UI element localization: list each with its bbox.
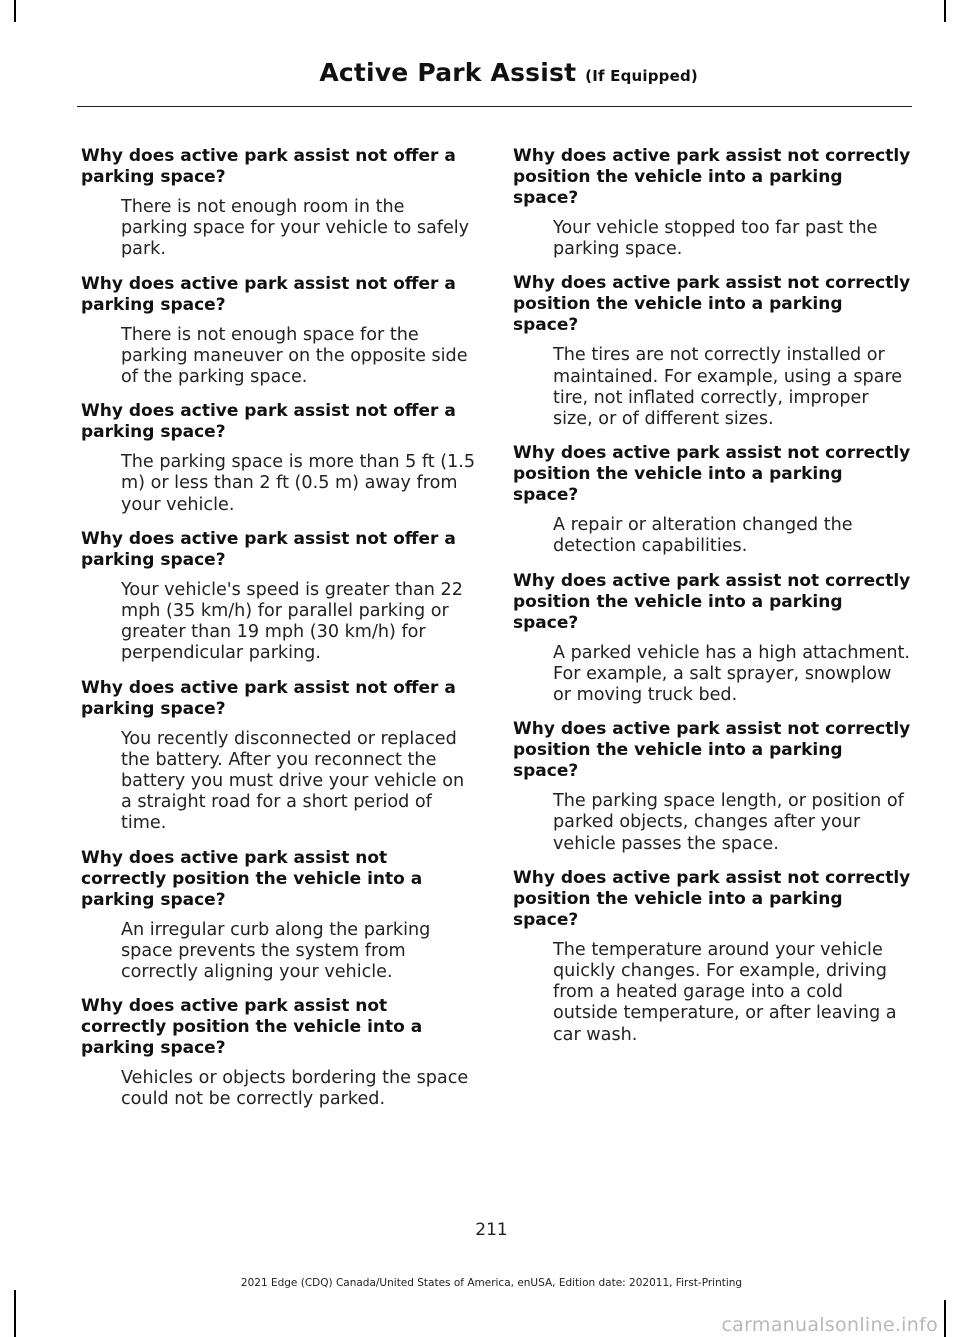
qa-item — [513, 571, 913, 707]
qa-item — [81, 401, 476, 516]
question: Why does active park assist not correctly position the vehicle into a parking space? — [513, 273, 911, 336]
answer: Your vehicle stopped too far past the parking space. — [553, 218, 878, 260]
crop-mark-top-left — [14, 0, 16, 22]
question: Why does active park assist not correctly position the vehicle into a parking space? — [513, 719, 911, 782]
page-number: 211 — [475, 1220, 508, 1240]
qa-item — [81, 996, 476, 1110]
crop-mark-bottom-left — [14, 1290, 16, 1337]
header-rule — [77, 106, 912, 107]
answer: There is not enough room in the parking space for your vehicle to safely park. — [121, 197, 470, 260]
qa-item — [513, 443, 913, 557]
answer: An irregular curb along the parking space prevents the system from correctly aligning your vehicle. — [121, 919, 431, 983]
answer: A parked vehicle has a high attachment. For example, a salt sprayer, snowplow or moving truck bed. — [553, 642, 911, 706]
left-column — [81, 146, 476, 1124]
answer: Your vehicle's speed is greater than 22 mph (35 km/h) for parallel parking or greater than 19 mph (30 km/h) for perpendicular parking. — [121, 579, 463, 664]
qa-item — [513, 273, 913, 430]
qa-item — [81, 678, 476, 835]
answer: The parking space is more than 5 ft (1.5 m) or less than 2 ft (0.5 m) away from your vehicle. — [121, 452, 476, 515]
page-header — [319, 58, 698, 87]
qa-item — [513, 719, 913, 855]
qa-item — [513, 868, 913, 1046]
qa-item — [81, 274, 476, 389]
crop-mark-top-right — [944, 0, 946, 22]
crop-mark-bottom-right — [944, 1300, 946, 1337]
question: Why does active park assist not correctly position the vehicle into a parking space? — [81, 847, 423, 910]
answer: Vehicles or objects bordering the space could not be correctly parked. — [121, 1068, 469, 1110]
answer: You recently disconnected or replaced the battery. After you reconnect the battery you must drive your vehicle on a straight road for a short period of time. — [121, 728, 465, 834]
qa-item — [81, 529, 476, 665]
question: Why does active park assist not correctly position the vehicle into a parking space? — [513, 146, 911, 208]
qa-item — [513, 146, 913, 260]
question: Why does active park assist not offer a parking space? — [81, 146, 456, 187]
answer: A repair or alteration changed the detection capabilities. — [553, 515, 853, 557]
question: Why does active park assist not correctly position the vehicle into a parking space? — [81, 996, 423, 1059]
question: Why does active park assist not offer a parking space? — [81, 273, 456, 315]
right-column — [513, 146, 913, 1059]
qa-item — [81, 146, 476, 261]
question: Why does active park assist not correctly position the vehicle into a parking space? — [513, 443, 911, 506]
answer: There is not enough space for the parking maneuver on the opposite side of the parking space. — [121, 324, 468, 388]
watermark[interactable]: carmanualsonline.info — [721, 1314, 938, 1336]
answer: The temperature around your vehicle quickly changes. For example, driving from a heated garage into a cold outside temperature, or after leaving a car wash. — [553, 939, 897, 1045]
question: Why does active park assist not offer a parking space? — [81, 528, 456, 570]
edition-footer: 2021 Edge (CDQ) Canada/United States of America, enUSA, Edition date: 202011, First-Printing — [240, 1277, 743, 1289]
qa-item — [81, 848, 476, 984]
answer: The parking space length, or position of parked objects, changes after your vehicle passes the space. — [553, 791, 904, 854]
question: Why does active park assist not offer a parking space? — [81, 677, 456, 719]
answer: The tires are not correctly installed or maintained. For example, using a spare tire, not inflated correctly, improper size, or of different sizes. — [553, 345, 903, 430]
question: Why does active park assist not correctly position the vehicle into a parking space? — [513, 867, 911, 930]
section-title-suffix: (If Equipped) — [585, 67, 698, 85]
question: Why does active park assist not offer a parking space? — [81, 401, 456, 443]
question: Why does active park assist not correctly position the vehicle into a parking space? — [513, 570, 911, 633]
section-title: Active Park Assist — [319, 58, 577, 87]
